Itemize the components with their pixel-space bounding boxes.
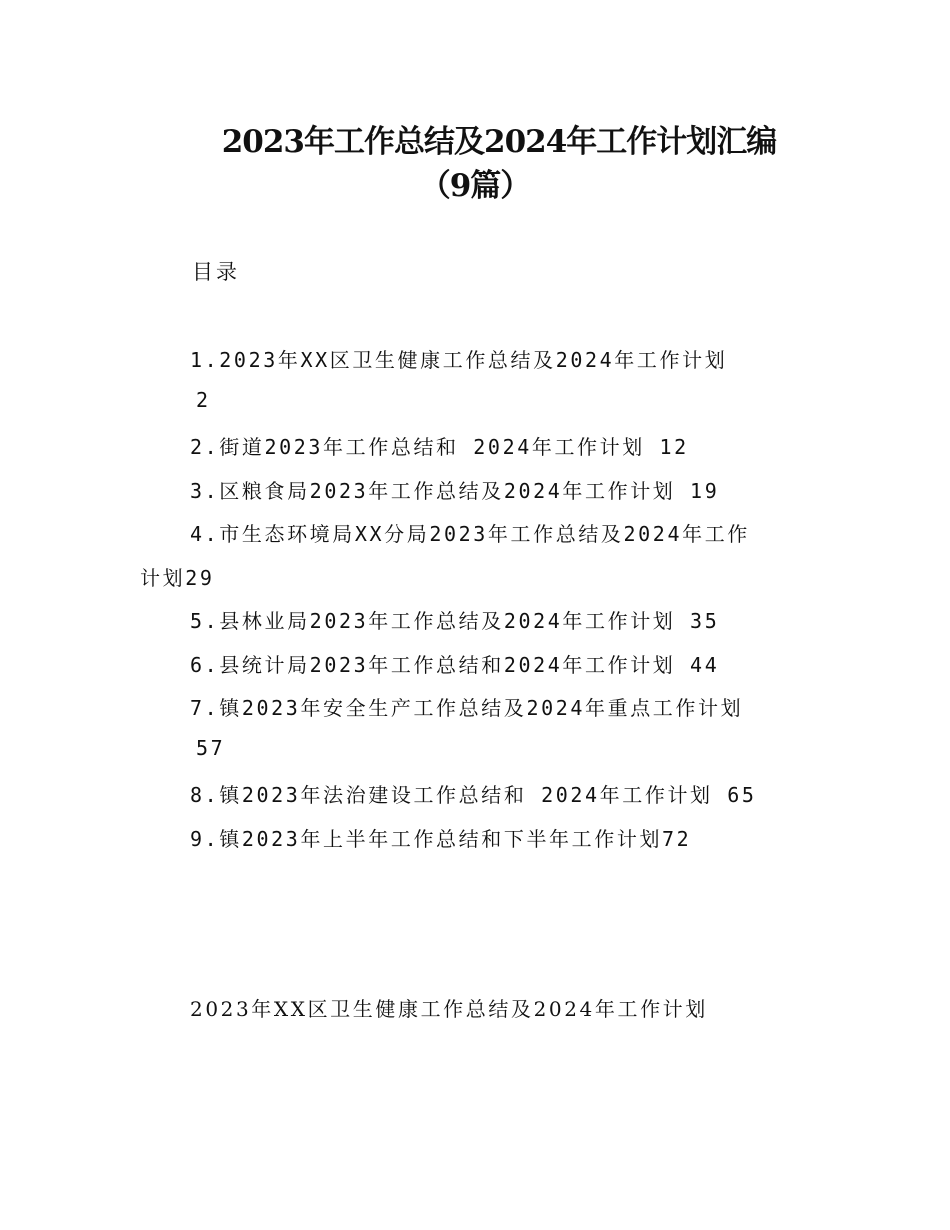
toc-entry[interactable]: 5.县林业局2023年工作总结及2024年工作计划 35 (190, 609, 720, 633)
toc-entry-page[interactable]: 57 (196, 736, 226, 760)
section-title: 2023年XX区卫生健康工作总结及2024年工作计划 (190, 997, 708, 1021)
toc-entry[interactable]: 7.镇2023年安全生产工作总结及2024年重点工作计划 (190, 696, 744, 720)
toc-entry[interactable]: 8.镇2023年法治建设工作总结和 2024年工作计划 65 (190, 783, 757, 807)
toc-heading: 目录 (192, 260, 240, 284)
document-title: 2023年工作总结及2024年工作计划汇编 (221, 124, 777, 160)
toc-entry[interactable]: 3.区粮食局2023年工作总结及2024年工作计划 19 (190, 479, 720, 503)
toc-entry[interactable]: 4.市生态环境局XX分局2023年工作总结及2024年工作 (190, 522, 750, 546)
toc-entry[interactable]: 2.街道2023年工作总结和 2024年工作计划 12 (190, 435, 689, 459)
toc-entry[interactable]: 9.镇2023年上半年工作总结和下半年工作计划72 (190, 827, 692, 851)
toc-entry-page[interactable]: 2 (196, 388, 211, 412)
toc-entry-continuation[interactable]: 计划29 (140, 566, 215, 590)
toc-entry[interactable]: 1.2023年XX区卫生健康工作总结及2024年工作计划 (190, 348, 728, 372)
toc-entry[interactable]: 6.县统计局2023年工作总结和2024年工作计划 44 (190, 653, 720, 677)
document-subtitle: （9篇） (419, 168, 531, 204)
